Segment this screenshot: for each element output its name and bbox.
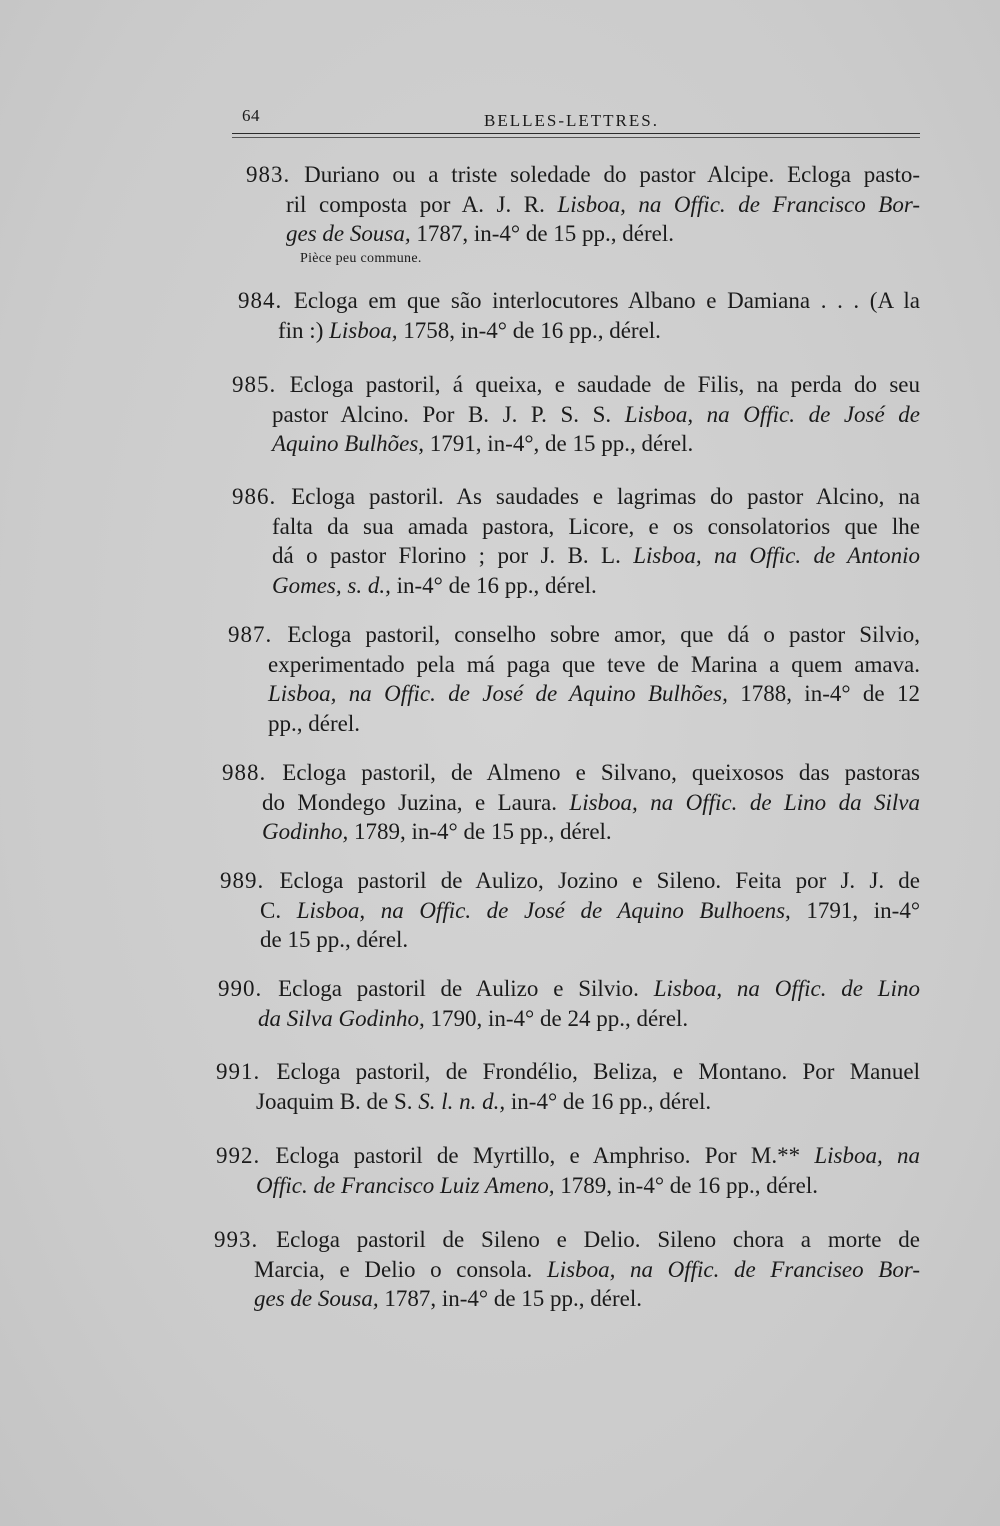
italic-imprint: ges de Sousa,	[286, 221, 411, 246]
entry-line: ril composta por A. J. R. Lisboa, na Offic. de Francisco Bor-	[286, 191, 920, 217]
entry-line: 985. Ecloga pastoril, á queixa, e saudade de Filis, na perda do seu	[232, 372, 921, 397]
entry-number: 985.	[232, 372, 290, 397]
bibliography-entry	[220, 866, 920, 955]
bibliography-entry	[246, 160, 920, 249]
italic-imprint: Lisboa, na Offic. de José de	[624, 401, 921, 427]
entry-line: 986. Ecloga pastoril. As saudades e lagrimas do pastor Alcino, na	[232, 484, 920, 509]
entry-line: Aquino Bulhões, 1791, in-4°, de 15 pp., dérel.	[272, 431, 694, 456]
entry-line: Marcia, e Delio o consola. Lisboa, na Offic. de Franciseo Bor-	[254, 1256, 920, 1282]
page-header	[232, 106, 920, 136]
italic-imprint: Lisboa, na Offic. de Francisco Bor-	[557, 191, 920, 217]
italic-imprint: Lisboa, na Offic. de José de Aquino Bulhoens,	[296, 897, 791, 923]
entry-note: Pièce peu commune.	[300, 251, 422, 266]
bibliography-entry	[214, 1225, 920, 1314]
entry-number: 991.	[216, 1059, 277, 1084]
entry-line: dá o pastor Florino ; por J. B. L. Lisboa, na Offic. de Antonio	[272, 543, 920, 568]
bibliography-entry	[232, 370, 920, 459]
entry-line: 988. Ecloga pastoril, de Almeno e Silvano, queixosos das pastoras	[222, 760, 921, 785]
entry-line: experimentado pela má paga que teve de Marina a quem amava.	[268, 651, 920, 677]
entry-line: Godinho, 1789, in-4° de 15 pp., dérel.	[262, 819, 612, 844]
italic-imprint: Lisboa,	[329, 317, 398, 343]
entry-number: 988.	[222, 760, 283, 785]
bibliography-entry	[238, 286, 920, 345]
entry-line: Gomes, s. d., in-4° de 16 pp., dérel.	[272, 572, 597, 598]
entry-line: 989. Ecloga pastoril de Aulizo, Jozino e Sileno. Feita por J. J. de	[220, 868, 920, 893]
entry-line: pastor Alcino. Por B. J. P. S. S. Lisboa, na Offic. de José de	[272, 401, 921, 427]
italic-imprint: Lisboa, na Offic. de Antonio	[633, 543, 920, 568]
bibliography-entry	[232, 482, 920, 600]
entry-line: ges de Sousa, 1787, in-4° de 15 pp., dérel.	[286, 221, 674, 246]
header-rule-secondary	[232, 137, 920, 138]
entry-number: 993.	[214, 1227, 277, 1252]
entry-number: 986.	[232, 484, 292, 509]
entry-line: C. Lisboa, na Offic. de José de Aquino Bulhoens, 1791, in-4°	[260, 897, 921, 923]
entry-line: 993. Ecloga pastoril de Sileno e Delio. Sileno chora a morte de	[214, 1227, 920, 1252]
italic-imprint: Godinho,	[262, 819, 349, 844]
entry-line: 983. Duriano ou a triste soledade do pastor Alcipe. Ecloga pasto-	[246, 162, 921, 187]
entry-line: Joaquim B. de S. S. l. n. d., in-4° de 16 pp., dérel.	[256, 1088, 712, 1114]
entry-line: 992. Ecloga pastoril de Myrtillo, e Amphriso. Por M.** Lisboa, na	[216, 1143, 920, 1168]
entry-line: 991. Ecloga pastoril, de Frondélio, Beliza, e Montano. Por Manuel	[216, 1059, 920, 1084]
italic-imprint: da Silva Godinho,	[258, 1005, 425, 1031]
entry-number: 992.	[216, 1143, 276, 1168]
running-title: BELLES-LETTRES.	[484, 111, 659, 130]
bibliography-entry	[218, 974, 920, 1033]
entry-number: 983.	[246, 162, 305, 187]
entry-number: 989.	[220, 868, 280, 893]
entry-number: 984.	[238, 288, 294, 313]
entry-line: de 15 pp., dérel.	[260, 927, 409, 952]
entry-line: 990. Ecloga pastoril de Aulizo e Silvio. Lisboa, na Offic. de Lino	[218, 976, 920, 1001]
italic-imprint: Aquino Bulhões,	[272, 431, 425, 456]
entry-line: 984. Ecloga em que são interlocutores Albano e Damiana . . . (A la	[238, 288, 921, 313]
entry-line: falta da sua amada pastora, Licore, e os consolatorios que lhe	[272, 513, 920, 539]
italic-imprint: Lisboa, na Offic. de José de Aquino Bulhões,	[268, 681, 728, 706]
entry-line: fin :) Lisboa, 1758, in-4° de 16 pp., dérel.	[278, 317, 661, 343]
bibliography-entry	[216, 1057, 920, 1116]
italic-imprint: Offic. de Francisco Luiz Ameno,	[256, 1172, 555, 1198]
bibliography-entry	[216, 1141, 920, 1200]
entry-line: Lisboa, na Offic. de José de Aquino Bulhões, 1788, in-4° de 12	[268, 681, 920, 706]
italic-imprint: S. l. n. d.,	[418, 1088, 506, 1114]
entry-line: do Mondego Juzina, e Laura. Lisboa, na Offic. de Lino da Silva	[262, 789, 920, 815]
entry-line: pp., dérel.	[268, 710, 360, 736]
entry-line: da Silva Godinho, 1790, in-4° de 24 pp., dérel.	[258, 1005, 689, 1031]
entry-number: 987.	[228, 622, 288, 647]
italic-imprint: Lisboa, na Offic. de Lino	[653, 976, 920, 1001]
italic-imprint: Lisboa, na Offic. de Franciseo Bor-	[546, 1256, 920, 1282]
entry-line: ges de Sousa, 1787, in-4° de 15 pp., dérel.	[254, 1286, 642, 1311]
bibliography-entry	[228, 620, 920, 738]
header-rule	[232, 133, 920, 134]
italic-imprint: ges de Sousa,	[254, 1286, 379, 1311]
entry-number: 990.	[218, 976, 279, 1001]
italic-imprint: Gomes, s. d.,	[272, 572, 391, 598]
italic-imprint: Lisboa, na	[814, 1143, 920, 1168]
italic-imprint: Lisboa, na Offic. de Lino da Silva	[569, 789, 920, 815]
bibliography-entry	[222, 758, 920, 847]
entry-line: 987. Ecloga pastoril, conselho sobre amor, que dá o pastor Silvio,	[228, 622, 920, 647]
entry-line: Offic. de Francisco Luiz Ameno, 1789, in-4° de 16 pp., dérel.	[256, 1172, 818, 1198]
page-number: 64	[242, 106, 260, 125]
